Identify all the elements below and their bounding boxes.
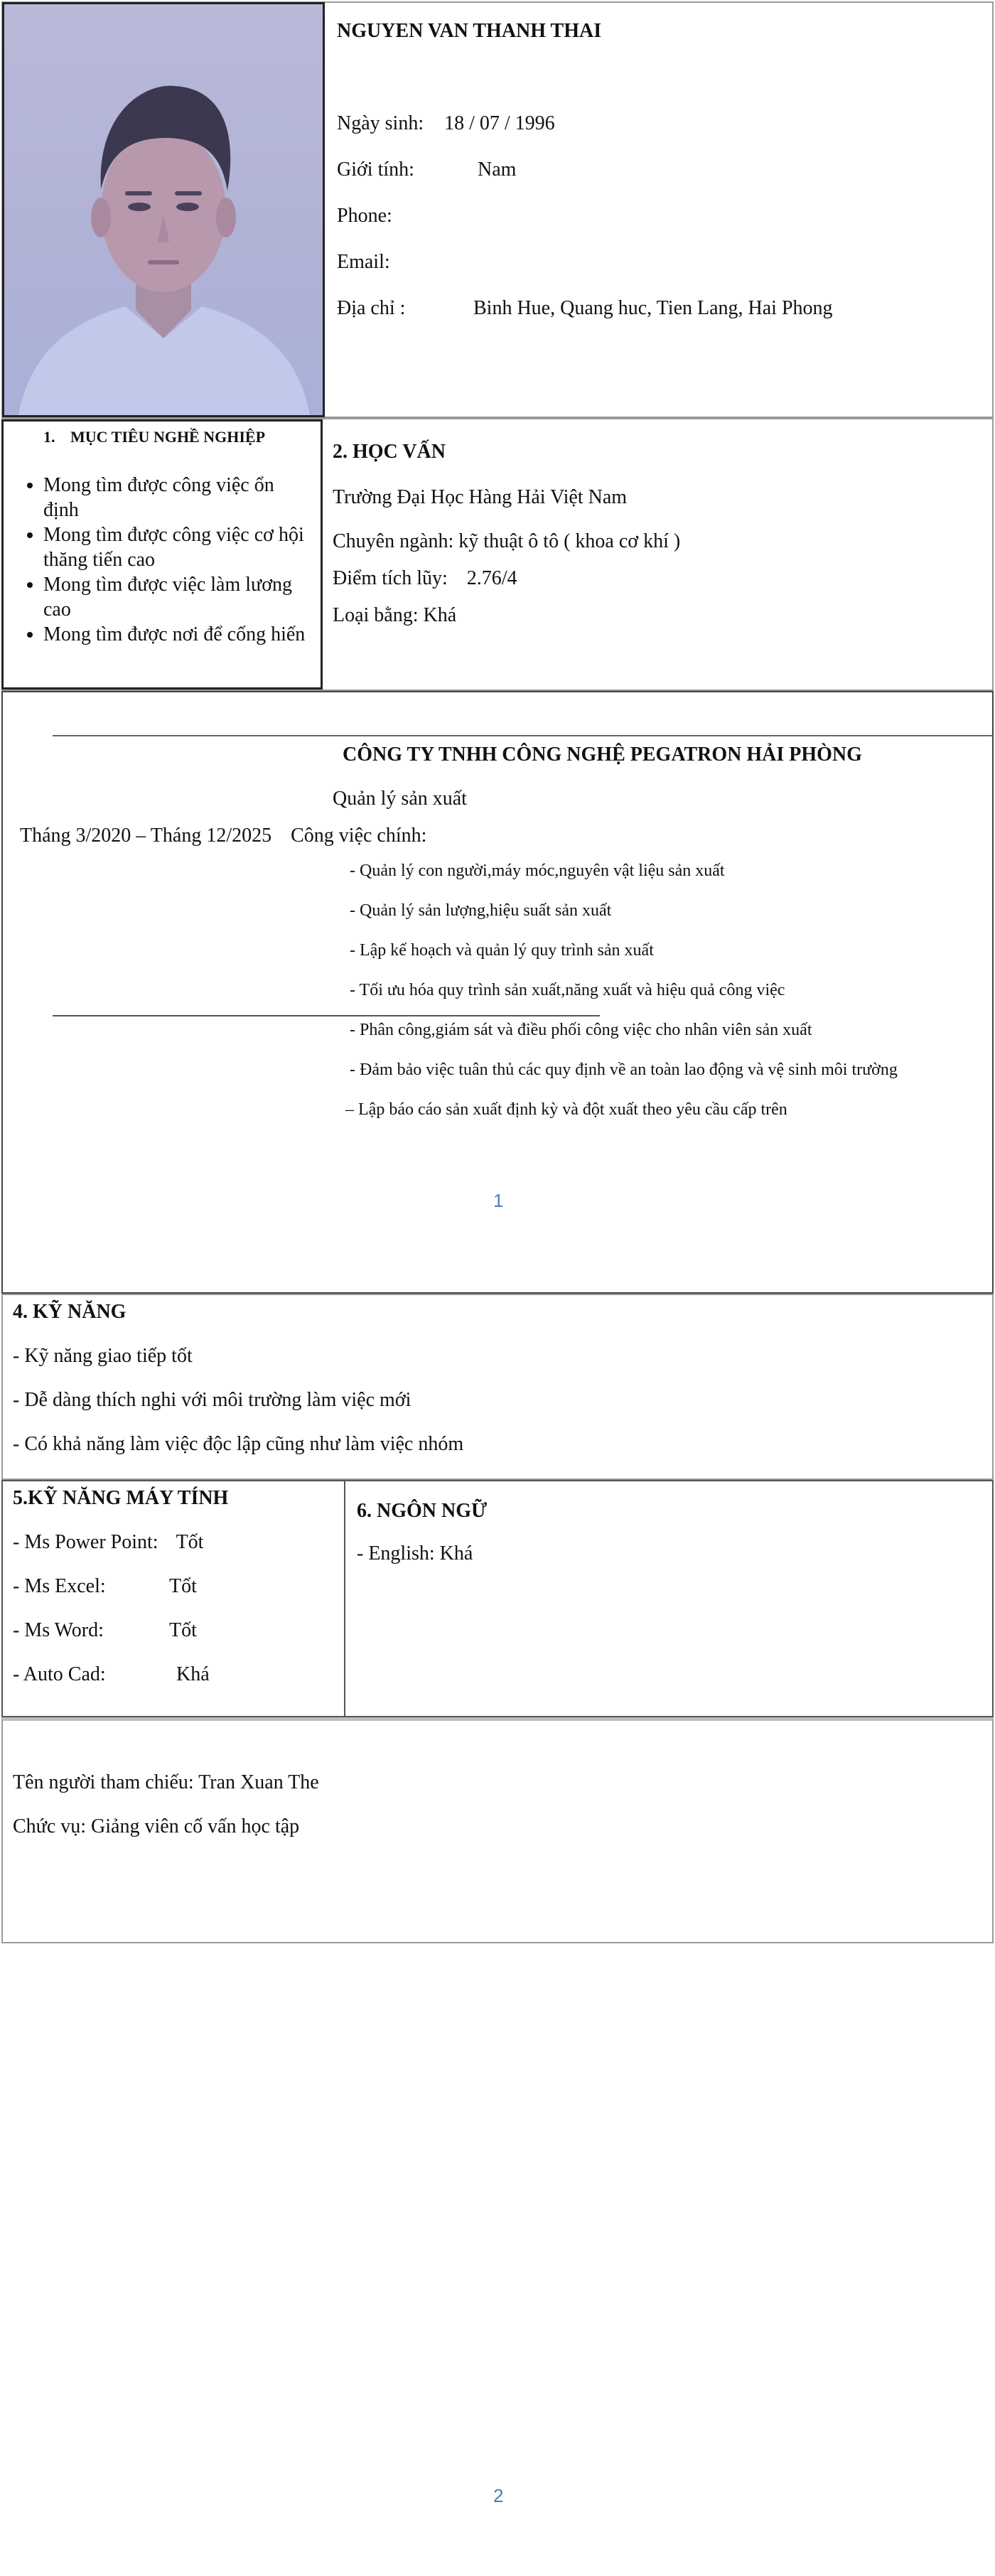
duty-item: - Quản lý sản lượng,hiệu suất sản xuất — [350, 901, 612, 920]
objective-box — [1, 419, 323, 689]
objective-title: MỤC TIÊU NGHỀ NGHIỆP — [70, 428, 266, 446]
computer-language-divider — [344, 1480, 345, 1717]
objective-item: • Mong tìm được công việc ổn định — [43, 473, 309, 522]
education-title: 2. HỌC VẤN — [333, 441, 446, 463]
experience-period-row — [20, 823, 426, 848]
email-row — [337, 249, 390, 274]
gender-label: Giới tính: — [337, 159, 414, 181]
duty-item: - Phân công,giám sát và điều phối công việc cho nhân viên sản xuất — [350, 1021, 812, 1039]
reference-name: Tên người tham chiếu: Tran Xuan The — [13, 1771, 319, 1793]
objective-item: • Mong tìm được nơi để cống hiến — [43, 622, 309, 647]
skill-item: - Kỹ năng giao tiếp tốt — [13, 1345, 193, 1367]
gender-value: Nam — [478, 159, 517, 181]
profile-photo — [2, 2, 325, 417]
computer-skills-title: 5.KỸ NĂNG MÁY TÍNH — [13, 1487, 229, 1509]
education-school: Trường Đại Học Hàng Hải Việt Nam — [333, 486, 628, 508]
page-number-2: 2 — [493, 2485, 504, 2506]
candidate-name: NGUYEN VAN THANH THAI — [337, 20, 602, 42]
computer-skill-name: - Ms Word: — [13, 1619, 104, 1641]
computer-skill-level: Tốt — [169, 1575, 197, 1597]
dob-row — [337, 111, 555, 136]
gender-row — [337, 157, 517, 182]
phone-row — [337, 203, 392, 228]
computer-language-section — [1, 1480, 994, 1717]
duty-item: - Tối ưu hóa quy trình sản xuất,năng xuất và hiệu quả công việc — [350, 981, 785, 999]
address-row — [337, 296, 833, 321]
skill-item: - Dễ dàng thích nghi với môi trường làm việc mới — [13, 1389, 412, 1411]
dob-value: 18 / 07 / 1996 — [444, 112, 555, 134]
experience-top-rule — [53, 735, 992, 736]
objective-heading — [43, 427, 265, 447]
computer-skill-name: - Auto Cad: — [13, 1663, 106, 1685]
duty-item: - Lập kế hoạch và quản lý quy trình sản xuất — [350, 941, 654, 960]
gpa-label: Điểm tích lũy: — [333, 567, 448, 589]
computer-skill-row — [13, 1618, 197, 1643]
objective-number: 1. — [43, 428, 55, 446]
computer-skill-level: Khá — [176, 1663, 210, 1685]
duty-item: – Lập báo cáo sản xuất định kỳ và đột xuất theo yêu cầu cấp trên — [345, 1100, 787, 1119]
gpa-value: 2.76/4 — [466, 567, 517, 589]
education-gpa — [333, 566, 517, 591]
address-value: Binh Hue, Quang huc, Tien Lang, Hai Phong — [473, 297, 833, 319]
experience-mid-rule — [53, 1015, 600, 1016]
duty-item: - Quản lý con người,máy móc,nguyên vật liệu sản xuất — [350, 862, 725, 880]
company-name: CÔNG TY TNHH CÔNG NGHỆ PEGATRON HẢI PHÒNG — [343, 744, 862, 766]
duties-label: Công việc chính: — [291, 825, 427, 847]
page-number-1: 1 — [493, 1190, 504, 1211]
computer-skill-level: Tốt — [169, 1619, 197, 1641]
languages-title: 6. NGÔN NGỮ — [357, 1500, 488, 1522]
education-degree: Loại bằng: Khá — [333, 604, 457, 626]
objective-item: • Mong tìm được công việc cơ hội thăng tiến cao — [43, 522, 309, 572]
reference-role: Chức vụ: Giảng viên cố vấn học tập — [13, 1815, 300, 1837]
objective-list — [11, 473, 309, 647]
email-label: Email: — [337, 251, 390, 273]
computer-skill-name: - Ms Power Point: — [13, 1531, 158, 1553]
portrait-image — [4, 4, 323, 415]
skill-item: - Có khả năng làm việc độc lập cũng như làm việc nhóm — [13, 1433, 464, 1455]
language-item: - English: Khá — [357, 1542, 473, 1565]
duty-item: - Đảm bảo việc tuân thủ các quy định về an toàn lao động và vệ sinh môi trường — [350, 1061, 898, 1079]
skills-title: 4. KỸ NĂNG — [13, 1301, 127, 1323]
phone-label: Phone: — [337, 205, 392, 227]
computer-skill-name: - Ms Excel: — [13, 1575, 106, 1597]
dob-label: Ngày sinh: — [337, 112, 424, 134]
computer-skill-row — [13, 1530, 203, 1555]
job-position: Quản lý sản xuất — [333, 788, 467, 810]
computer-skill-row — [13, 1574, 197, 1599]
computer-skill-row — [13, 1662, 210, 1687]
computer-skill-level: Tốt — [176, 1531, 204, 1553]
address-label: Địa chỉ : — [337, 297, 406, 319]
objective-item: • Mong tìm được việc làm lương cao — [43, 572, 309, 622]
experience-period: Tháng 3/2020 – Tháng 12/2025 — [20, 825, 272, 847]
education-major: Chuyên ngành: kỹ thuật ô tô ( khoa cơ khí ) — [333, 530, 681, 552]
